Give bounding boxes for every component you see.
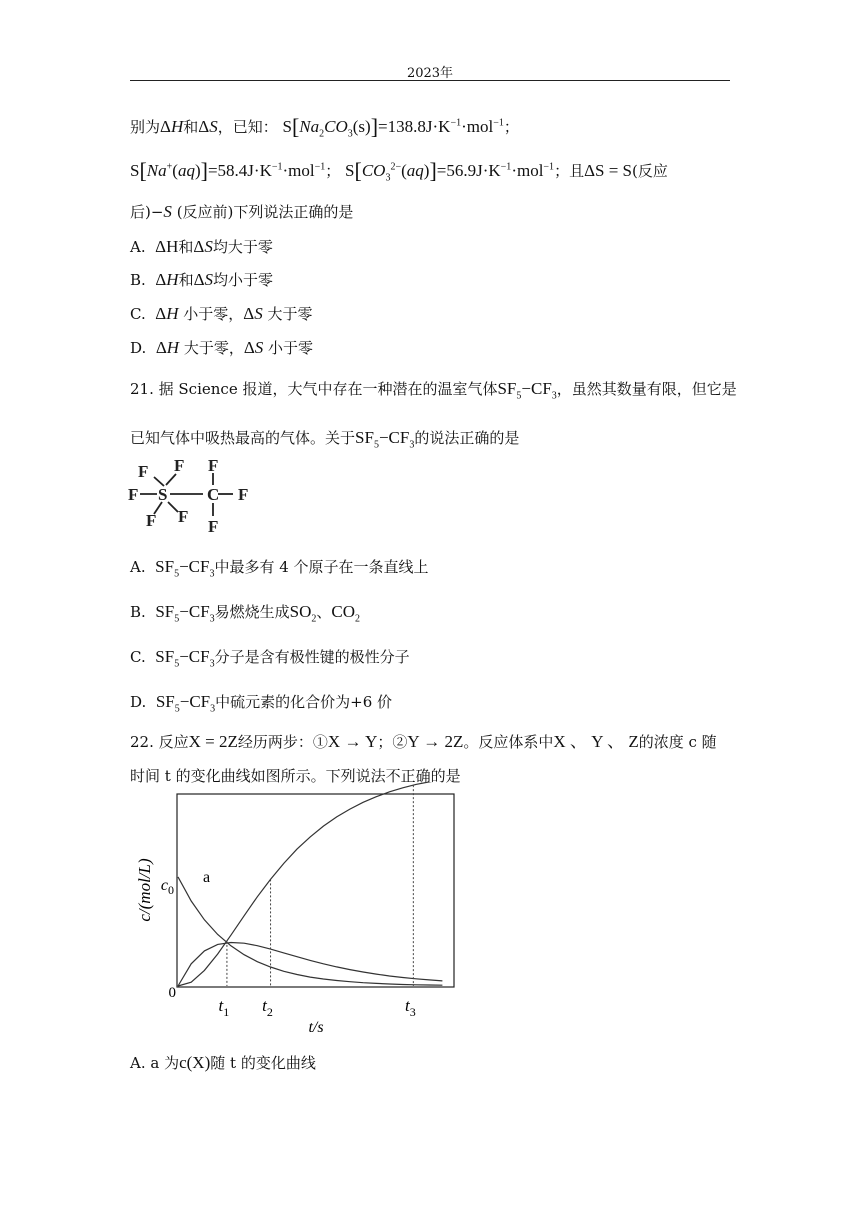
q20-line1: 别为ΔH和ΔS，已知： $S[Na_2CO_3(s)]=138.8J\cdot K^{-1}\cdot mol^{-1}$； bbox=[130, 114, 519, 140]
page-header-year: 2023年 bbox=[406, 66, 454, 81]
x-tick-t1: $t_1$ bbox=[218, 996, 230, 1019]
curve-y bbox=[178, 943, 442, 987]
atom-f: F bbox=[138, 462, 149, 481]
y-tick-zero: 0 bbox=[168, 985, 176, 1001]
plot-frame bbox=[177, 794, 454, 987]
atom-f: F bbox=[208, 456, 219, 475]
atom-f: F bbox=[146, 511, 157, 530]
curve-z bbox=[178, 782, 442, 986]
curve-x bbox=[178, 877, 442, 985]
x-tick-t2: $t_2$ bbox=[262, 996, 273, 1019]
q20-line2: $S[Na^+(aq)]=58.4J\cdot K^{-1}\cdot mol^{-1}$； $S[CO_3^{2-}(aq)]=56.9J\cdot K^{-1}\cdot mol^{-1}$；且ΔS = S(反应 bbox=[130, 158, 668, 184]
x-tick-t3: $t_3$ bbox=[404, 996, 416, 1019]
q20-option-c[interactable]: C. ΔH 小于零，ΔS 大于零 bbox=[130, 304, 313, 323]
y-tick-c0: $c_0$ bbox=[160, 877, 174, 897]
q21-option-a[interactable]: A. $SF_5-CF_3$中最多有 4 个原子在一条直线上 bbox=[130, 557, 429, 580]
atom-f: F bbox=[174, 456, 185, 475]
s-na-aq: $S[Na^+(aq)]=58.4J\cdot K^{-1}\cdot mol^{-1}$ bbox=[130, 158, 326, 183]
atom-c: C bbox=[207, 485, 220, 504]
header-rule bbox=[130, 80, 730, 81]
sf5-cf3-structure bbox=[128, 456, 258, 536]
q21-option-b[interactable]: B. $SF_5-CF_3$易燃烧生成$SO_2$、$CO_2$ bbox=[130, 602, 361, 625]
concentration-time-chart bbox=[130, 782, 480, 1044]
s-co3-aq: $S[CO_3^{2-}(aq)]=56.9J\cdot K^{-1}\cdot mol^{-1}$ bbox=[345, 158, 555, 184]
q21-stem-line2: 已知气体中吸热最高的气体。关于$SF_5-CF_3$的说法正确的是 bbox=[130, 428, 520, 451]
x-axis-label: t/s bbox=[308, 1019, 324, 1036]
q22-stem-line1: 22. 反应X = 2Z经历两步：①X → Y；②Y → 2Z。反应体系中X 、 Y 、 Z的浓度 c 随 bbox=[130, 732, 717, 751]
atom-f: F bbox=[238, 485, 249, 504]
atom-f: F bbox=[208, 517, 219, 536]
y-axis-label: c/(mol/L) bbox=[135, 858, 154, 922]
atom-f: F bbox=[178, 507, 189, 526]
q20-line3: 后)−S (反应前)下列说法正确的是 bbox=[130, 202, 354, 221]
s-na2co3: $S[Na_2CO_3(s)]=138.8J\cdot K^{-1}\cdot mol^{-1}$ bbox=[282, 114, 504, 140]
q22-option-a[interactable]: A. a 为c(X)随 t 的变化曲线 bbox=[130, 1053, 316, 1072]
q21-option-d[interactable]: D. $SF_5-CF_3$中硫元素的化合价为+6 价 bbox=[130, 692, 393, 715]
q20-option-b[interactable]: B. ΔH和ΔS均小于零 bbox=[130, 270, 274, 289]
curve-label-a: a bbox=[203, 869, 211, 886]
atom-s: S bbox=[158, 485, 168, 504]
q21-option-c[interactable]: C. $SF_5-CF_3$分子是含有极性键的极性分子 bbox=[130, 647, 410, 670]
q20-option-a[interactable]: A. ΔH和ΔS均大于零 bbox=[130, 237, 273, 256]
q22-stem-line2: 时间 t 的变化曲线如图所示。下列说法不正确的是 bbox=[130, 767, 461, 785]
atom-f: F bbox=[128, 485, 139, 504]
q20-option-d[interactable]: D. ΔH 大于零，ΔS 小于零 bbox=[130, 338, 314, 357]
q21-stem-line1: 21. 据 Science 报道，大气中存在一种潜在的温室气体$SF_5-CF_3$，虽然其数量有限，但它是 bbox=[130, 379, 737, 402]
